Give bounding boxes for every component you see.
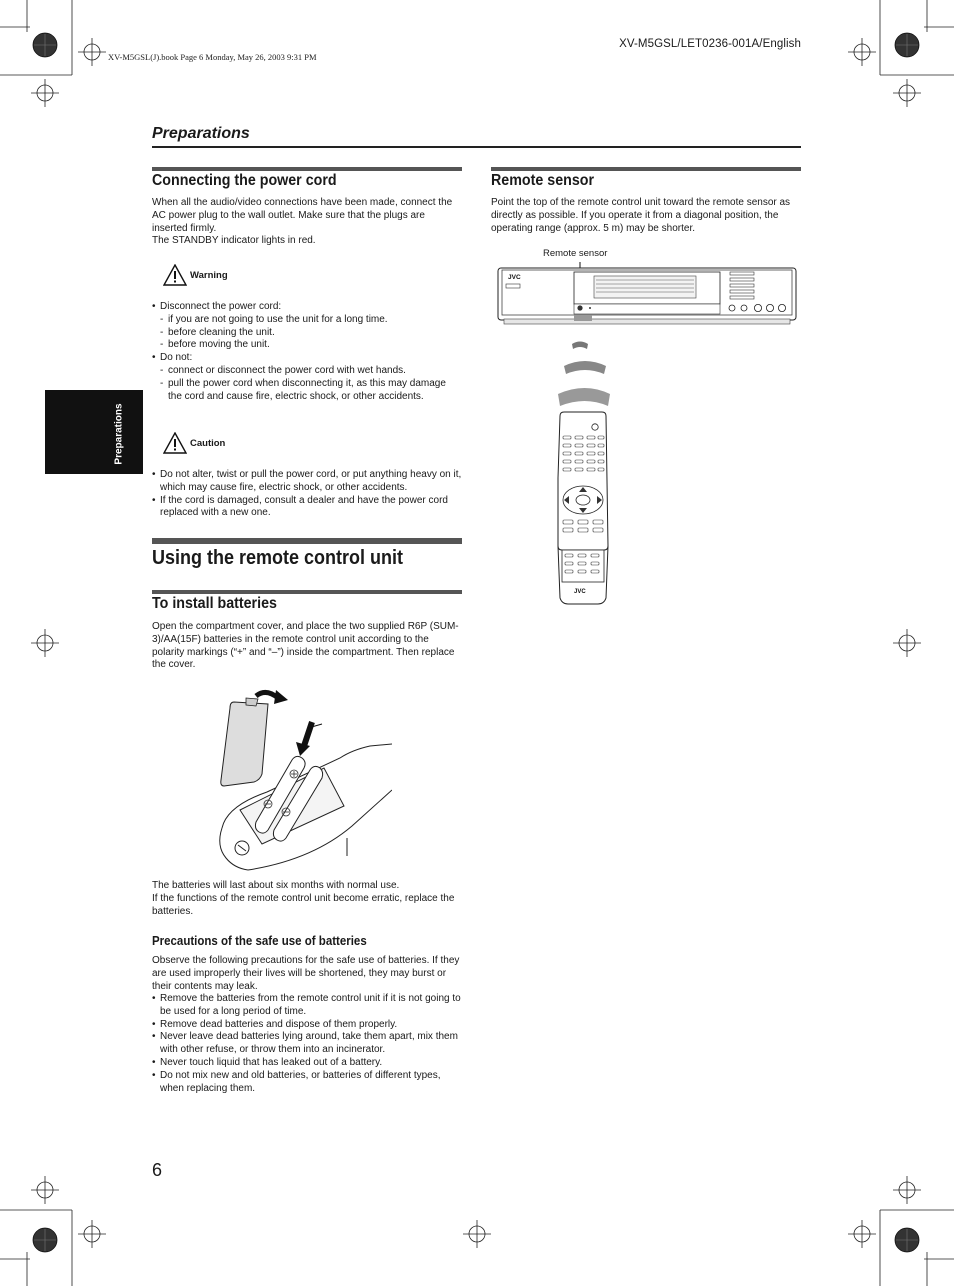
page-number: 6 <box>152 1160 163 1180</box>
caution-icon <box>163 432 187 454</box>
install-batteries-body: Open the compartment cover, and place the two supplied R6P (SUM-3)/AA(15F) batteries in the remote control unit according to the polarity markings (“+” and “–”) inside the compartment. Then replace the cover. <box>152 621 459 671</box>
list-item: • Never leave dead batteries lying around, take them apart, mix them with other refuse, or throw them into an incinerator. <box>152 1031 462 1057</box>
precautions-heading: Precautions of the safe use of batteries <box>152 934 367 948</box>
side-tab-label: Preparations <box>113 403 125 465</box>
model-code: XV-M5GSL/LET0236-001A/English <box>619 38 801 50</box>
list-item: - if you are not going to use the unit for a long time. <box>152 314 462 327</box>
list-item: • Do not alter, twist or pull the power cord, or put anything heavy on it, which may cause fire, electric shock, or other accidents. <box>152 469 462 495</box>
list-item: • Remove the batteries from the remote control unit if it is not going to be used for a long period of time. <box>152 993 462 1019</box>
power-cord-heading: Connecting the power cord <box>152 172 337 189</box>
player-brand: JVC <box>508 274 521 281</box>
remote-sensor-label: Remote sensor <box>543 248 608 259</box>
section-title: Preparations <box>152 125 250 142</box>
install-batteries-heading: To install batteries <box>152 595 277 612</box>
standby-note: The STANDBY indicator lights in red. <box>152 235 316 246</box>
list-item: - before cleaning the unit. <box>152 327 462 340</box>
heading-bar <box>152 538 462 544</box>
battery-install-illustration <box>212 688 392 873</box>
precautions-list <box>152 993 462 1095</box>
remote-brand: JVC <box>574 589 586 595</box>
remote-control-illustration <box>550 332 620 612</box>
player-illustration <box>496 258 798 330</box>
caution-list <box>152 469 462 520</box>
remote-sensor-body: Point the top of the remote control unit toward the remote sensor as directly as possible. If you operate it from a diagonal position, the operating range (approx. 5 m) may be shorter. <box>491 197 791 234</box>
list-item: • If the cord is damaged, consult a dealer and have the power cord replaced with a new one. <box>152 495 462 521</box>
remote-sensor-heading: Remote sensor <box>491 172 595 189</box>
side-tab <box>45 390 143 474</box>
precautions-intro: Observe the following precautions for the safe use of batteries. If they are used improperly their lives will be shortened, they may burst or their contents may leak. <box>152 955 460 992</box>
list-item: • Remove dead batteries and dispose of them properly. <box>152 1019 462 1032</box>
warning-list <box>152 301 462 403</box>
warning-label: Warning <box>190 270 228 281</box>
heading-bar <box>491 167 801 171</box>
book-info: XV-M5GSL(J).book Page 6 Monday, May 26, 2003 9:31 PM <box>108 52 317 62</box>
list-item: • Never touch liquid that has leaked out of a battery. <box>152 1057 462 1070</box>
list-item: - before moving the unit. <box>152 339 462 352</box>
list-item: • Do not mix new and old batteries, or batteries of different types, when replacing them. <box>152 1070 462 1096</box>
power-cord-intro: When all the audio/video connections have been made, connect the AC power plug to the wall outlet. Make sure that the plugs are inserted firmly. <box>152 197 453 234</box>
list-item: • Disconnect the power cord: <box>152 301 462 314</box>
heading-bar <box>152 167 462 171</box>
heading-bar <box>152 590 462 594</box>
remote-unit-heading: Using the remote control unit <box>152 547 404 569</box>
caution-label: Caution <box>190 438 226 449</box>
list-item: - pull the power cord when disconnecting it, as this may damage the cord and cause fire, electric shock, or other accidents. <box>152 378 462 404</box>
battery-replace-note: If the functions of the remote control unit become erratic, replace the batteries. <box>152 893 455 917</box>
warning-icon <box>163 264 187 286</box>
list-item: • Do not: <box>152 352 462 365</box>
section-rule <box>152 146 801 148</box>
list-item: - connect or disconnect the power cord with wet hands. <box>152 365 462 378</box>
battery-life-note: The batteries will last about six months with normal use. <box>152 880 400 891</box>
